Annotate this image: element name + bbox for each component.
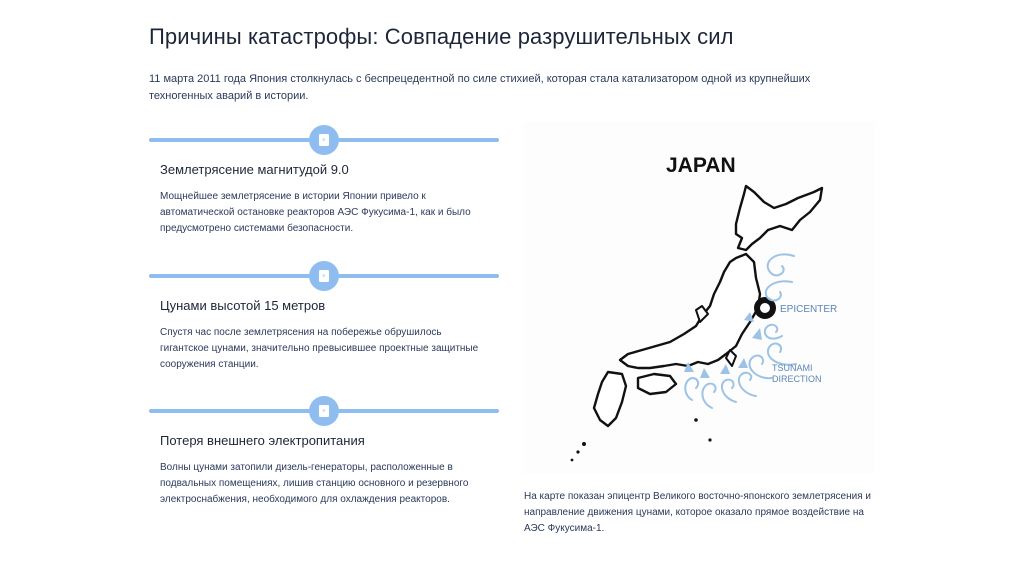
- wave-3: [765, 325, 782, 339]
- japan-map: [524, 122, 875, 474]
- wave-4: [768, 344, 796, 365]
- island-ryukyu-1: [582, 442, 586, 446]
- map-title: JAPAN: [666, 154, 736, 177]
- island-shikoku: [638, 374, 676, 394]
- item-title: Землетрясение магнитудой 9.0: [160, 162, 349, 177]
- cause-item-earthquake: [149, 125, 499, 234]
- timeline-node: [309, 396, 339, 426]
- map-caption: На карте показан эпицентр Великого восточно-японского землетрясения и направление движения цунами, которое оказало прямое воздействие на АЭС Фукусима-1.: [524, 491, 871, 534]
- cause-item-tsunami: [149, 261, 499, 370]
- page-title: Причины катастрофы: Совпадение разрушительных сил: [149, 24, 734, 49]
- island-hokkaido: [736, 186, 822, 250]
- island-honshu: [620, 254, 760, 368]
- wave-7: [722, 380, 736, 402]
- wave-5: [749, 356, 772, 379]
- document-icon: ≡: [319, 405, 329, 417]
- intro-text: 11 марта 2011 года Япония столкнулась с беспрецедентной по силе стихией, которая стала катализатором одной из крупнейших техногенных аварий в истории.: [149, 73, 811, 102]
- cause-item-power-loss: [149, 396, 499, 505]
- timeline-marker: [149, 396, 499, 426]
- item-text: Волны цунами затопили дизель-генераторы, расположенные в подвальных помещениях, лишив станцию основного и резервного электроснабжения, необходимого для охлаждения реакторов.: [160, 462, 469, 505]
- tsunami-label-line1: TSUNAMI: [772, 363, 813, 373]
- epicenter-label: EPICENTER: [780, 304, 838, 315]
- island-izu-chain: [694, 418, 698, 422]
- tsunami-label-line2: DIRECTION: [772, 374, 822, 384]
- item-title: Потеря внешнего электропитания: [160, 433, 365, 448]
- timeline-marker: [149, 261, 499, 291]
- wave-6: [739, 373, 756, 396]
- item-title: Цунами высотой 15 метров: [160, 298, 326, 313]
- wave-9: [685, 378, 698, 400]
- item-text: Мощнейшее землетрясение в истории Японии привело к автоматической остановке реакторов АЭС Фукусима-1, как и было предусмотрено системами безопасности.: [160, 191, 471, 234]
- epicenter-core: [760, 303, 770, 313]
- timeline-node: [309, 125, 339, 155]
- document-icon: ≡: [319, 134, 329, 146]
- island-kyushu: [594, 372, 626, 426]
- timeline-marker: [149, 125, 499, 155]
- wave-8: [702, 384, 715, 408]
- document-icon: ≡: [319, 270, 329, 282]
- wave-1: [768, 254, 794, 275]
- island-ryukyu-2: [576, 450, 579, 453]
- wave-2: [766, 281, 792, 300]
- japan-map-illustration: [524, 122, 875, 474]
- island-ogasawara: [708, 438, 711, 441]
- timeline-node: [309, 261, 339, 291]
- item-text: Спустя час после землетрясения на побережье обрушилось гигантское цунами, значительно превысившее проектные защитные сооружения станции.: [160, 327, 479, 370]
- island-ryukyu-3: [571, 459, 574, 462]
